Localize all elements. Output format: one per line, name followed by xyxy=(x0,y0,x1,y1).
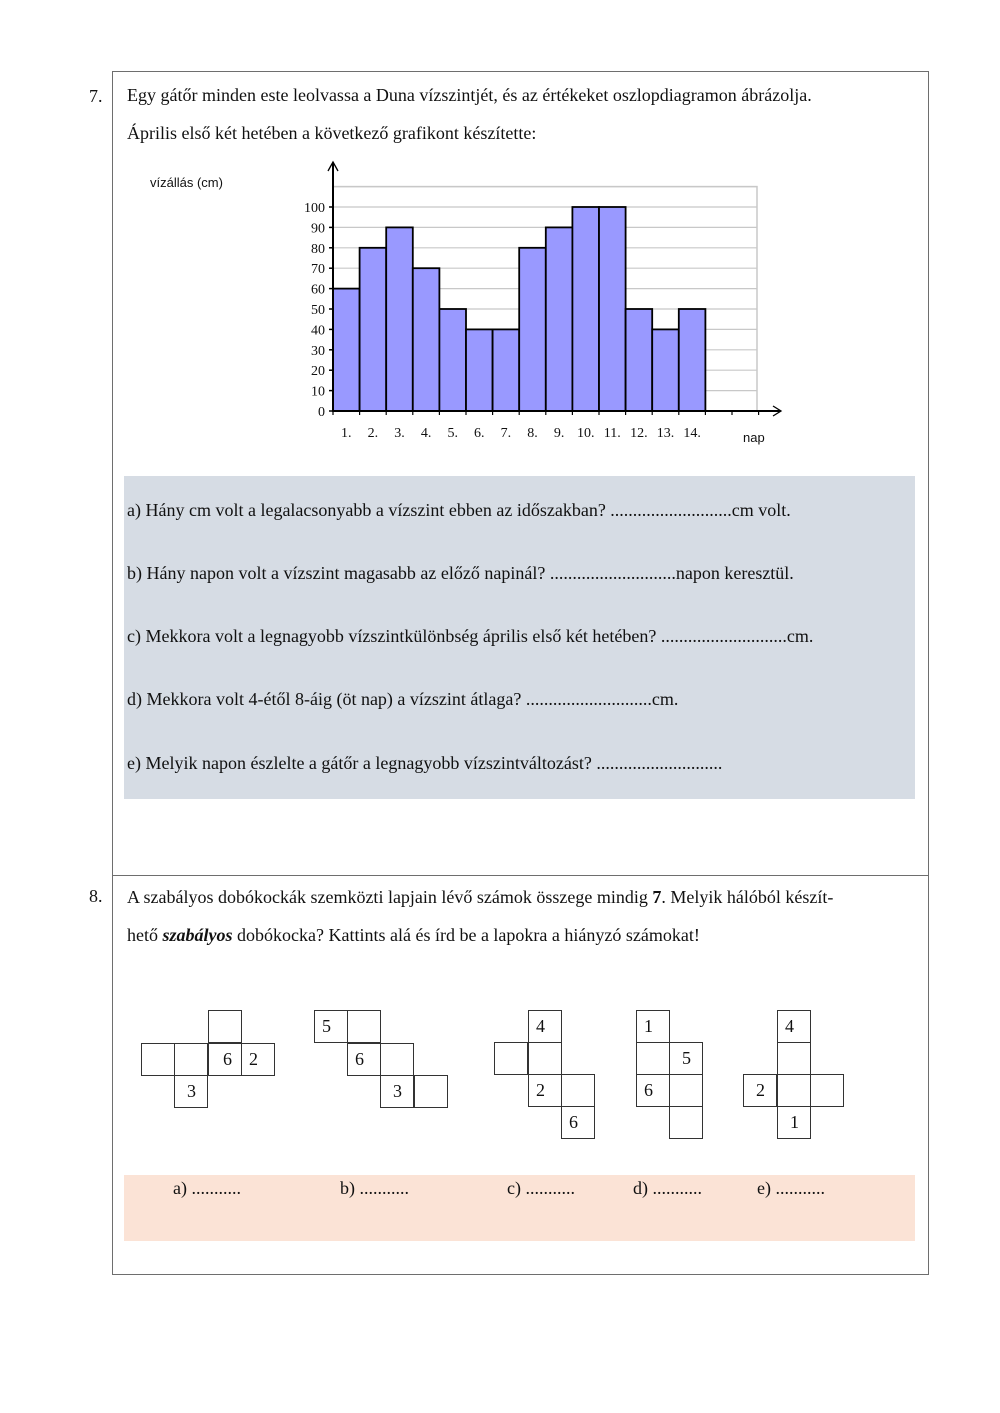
task-7-intro-line1: Egy gátőr minden este leolvassa a Duna vízszintjét, és az értékeket oszlopdiagramon ábrázolja. xyxy=(127,85,812,105)
svg-text:10: 10 xyxy=(311,384,325,400)
net-b-face[interactable]: 3 xyxy=(380,1075,414,1108)
net-a-face[interactable] xyxy=(174,1043,208,1076)
answer-e-field[interactable]: e) ........... xyxy=(757,1178,825,1198)
bar-day-13 xyxy=(652,329,679,411)
net-a-face[interactable]: 2 xyxy=(241,1043,275,1076)
net-a-face[interactable] xyxy=(141,1043,175,1076)
svg-text:30: 30 xyxy=(311,343,325,359)
question-d[interactable]: d) Mekkora volt 4-étől 8-áig (öt nap) a vízszint átlaga? ............................cm. xyxy=(127,689,679,709)
svg-text:2.: 2. xyxy=(367,426,379,441)
net-c-face[interactable] xyxy=(494,1042,528,1075)
bar-day-5 xyxy=(439,309,466,411)
net-d-face[interactable] xyxy=(636,1042,670,1075)
net-c-face[interactable]: 4 xyxy=(528,1010,562,1043)
net-e-face[interactable] xyxy=(777,1042,811,1075)
net-d-face[interactable]: 1 xyxy=(636,1010,670,1043)
svg-text:40: 40 xyxy=(311,323,325,339)
net-c-face[interactable]: 2 xyxy=(528,1074,562,1107)
net-c-face[interactable]: 6 xyxy=(561,1106,595,1139)
question-e[interactable]: e) Melyik napon észlelte a gátőr a legnagyobb vízszintváltozást? ............................ xyxy=(127,753,723,773)
answer-c-field[interactable]: c) ........... xyxy=(507,1178,575,1198)
svg-text:5.: 5. xyxy=(447,426,458,441)
net-d-face[interactable]: 6 xyxy=(636,1074,670,1107)
answer-d-field[interactable]: d) ........... xyxy=(633,1178,702,1198)
bar-day-1 xyxy=(333,289,360,411)
svg-text:10.: 10. xyxy=(576,426,595,441)
task-7-intro-line2: Április első két hetében a következő grafikont készítette: xyxy=(127,123,537,143)
bar-day-10 xyxy=(572,207,599,411)
svg-text:11.: 11. xyxy=(603,426,621,441)
net-e-face[interactable]: 1 xyxy=(777,1106,811,1139)
svg-text:14.: 14. xyxy=(683,426,701,441)
water-level-bar-chart xyxy=(0,0,1000,460)
net-e-face[interactable]: 4 xyxy=(777,1010,811,1043)
svg-text:8.: 8. xyxy=(527,426,538,441)
intro-text: dobókocka? Kattints alá és írd be a lapokra a hiányzó számokat! xyxy=(232,925,700,945)
intro-bold-seven: 7 xyxy=(652,887,662,907)
net-b-face[interactable]: 6 xyxy=(347,1043,381,1076)
svg-text:60: 60 xyxy=(311,282,325,298)
svg-text:50: 50 xyxy=(311,303,325,318)
bar-day-2 xyxy=(360,248,387,411)
svg-text:70: 70 xyxy=(311,262,325,278)
net-d-face[interactable] xyxy=(669,1074,703,1107)
intro-text: A szabályos dobókockák szemközti lapjain lévő számok összege mindig xyxy=(127,887,653,907)
net-e-face[interactable] xyxy=(810,1074,844,1107)
x-axis-label: nap xyxy=(743,430,765,445)
svg-text:3.: 3. xyxy=(394,426,405,441)
net-e-face[interactable] xyxy=(777,1074,811,1107)
bar-day-4 xyxy=(413,268,440,411)
bar-day-8 xyxy=(519,248,546,411)
bar-day-14 xyxy=(679,309,706,411)
bar-day-12 xyxy=(626,309,653,411)
row-divider xyxy=(112,875,929,876)
svg-text:6.: 6. xyxy=(474,426,485,441)
task-8-intro-line1 xyxy=(127,878,917,916)
svg-text:80: 80 xyxy=(311,241,325,257)
question-a[interactable]: a) Hány cm volt a legalacsonyabb a vízszint ebben az időszakban? ...........................cm volt. xyxy=(127,500,791,520)
svg-text:12.: 12. xyxy=(630,426,648,441)
intro-emphasis: szabályos xyxy=(162,925,233,945)
intro-text: . Melyik hálóból készít- xyxy=(661,887,834,907)
net-a-face[interactable]: 3 xyxy=(174,1075,208,1108)
bar-day-7 xyxy=(493,329,520,411)
net-b-face[interactable] xyxy=(347,1010,381,1043)
answer-b-field[interactable]: b) ........... xyxy=(340,1178,409,1198)
bar-day-11 xyxy=(599,207,626,411)
svg-text:7.: 7. xyxy=(500,426,512,441)
net-c-face[interactable] xyxy=(561,1074,595,1107)
svg-text:20: 20 xyxy=(311,364,325,380)
task-8-intro-line2 xyxy=(127,916,917,954)
answer-a-field[interactable]: a) ........... xyxy=(173,1178,241,1198)
net-c-face[interactable] xyxy=(528,1042,562,1075)
net-a-face[interactable] xyxy=(208,1010,242,1043)
svg-text:100: 100 xyxy=(304,201,325,216)
bar-day-6 xyxy=(466,329,493,411)
bar-day-3 xyxy=(386,227,413,411)
net-b-face[interactable] xyxy=(414,1075,448,1108)
net-a-face[interactable]: 6 xyxy=(208,1043,242,1076)
net-d-face[interactable] xyxy=(669,1106,703,1139)
net-e-face[interactable]: 2 xyxy=(743,1074,777,1107)
svg-text:4.: 4. xyxy=(420,426,432,441)
svg-text:90: 90 xyxy=(311,221,325,237)
svg-text:0: 0 xyxy=(318,405,325,420)
question-c[interactable]: c) Mekkora volt a legnagyobb vízszintkülönbség április első két hetében? ............................cm. xyxy=(127,626,814,646)
svg-text:13.: 13. xyxy=(656,426,675,441)
task-7-number: 7. xyxy=(89,86,103,106)
net-b-face[interactable] xyxy=(380,1043,414,1076)
net-b-face[interactable]: 5 xyxy=(314,1010,348,1043)
svg-text:1.: 1. xyxy=(341,426,352,441)
question-b[interactable]: b) Hány napon volt a vízszint magasabb az előző napinál? ............................napon keresztül. xyxy=(127,563,794,583)
bar-day-9 xyxy=(546,227,573,411)
net-d-face[interactable]: 5 xyxy=(669,1042,703,1075)
task-8-intro xyxy=(127,878,917,954)
y-axis-label: vízállás (cm) xyxy=(150,175,223,190)
svg-text:9.: 9. xyxy=(553,426,565,441)
intro-text: hető xyxy=(127,925,163,945)
task-8-number: 8. xyxy=(89,886,103,906)
